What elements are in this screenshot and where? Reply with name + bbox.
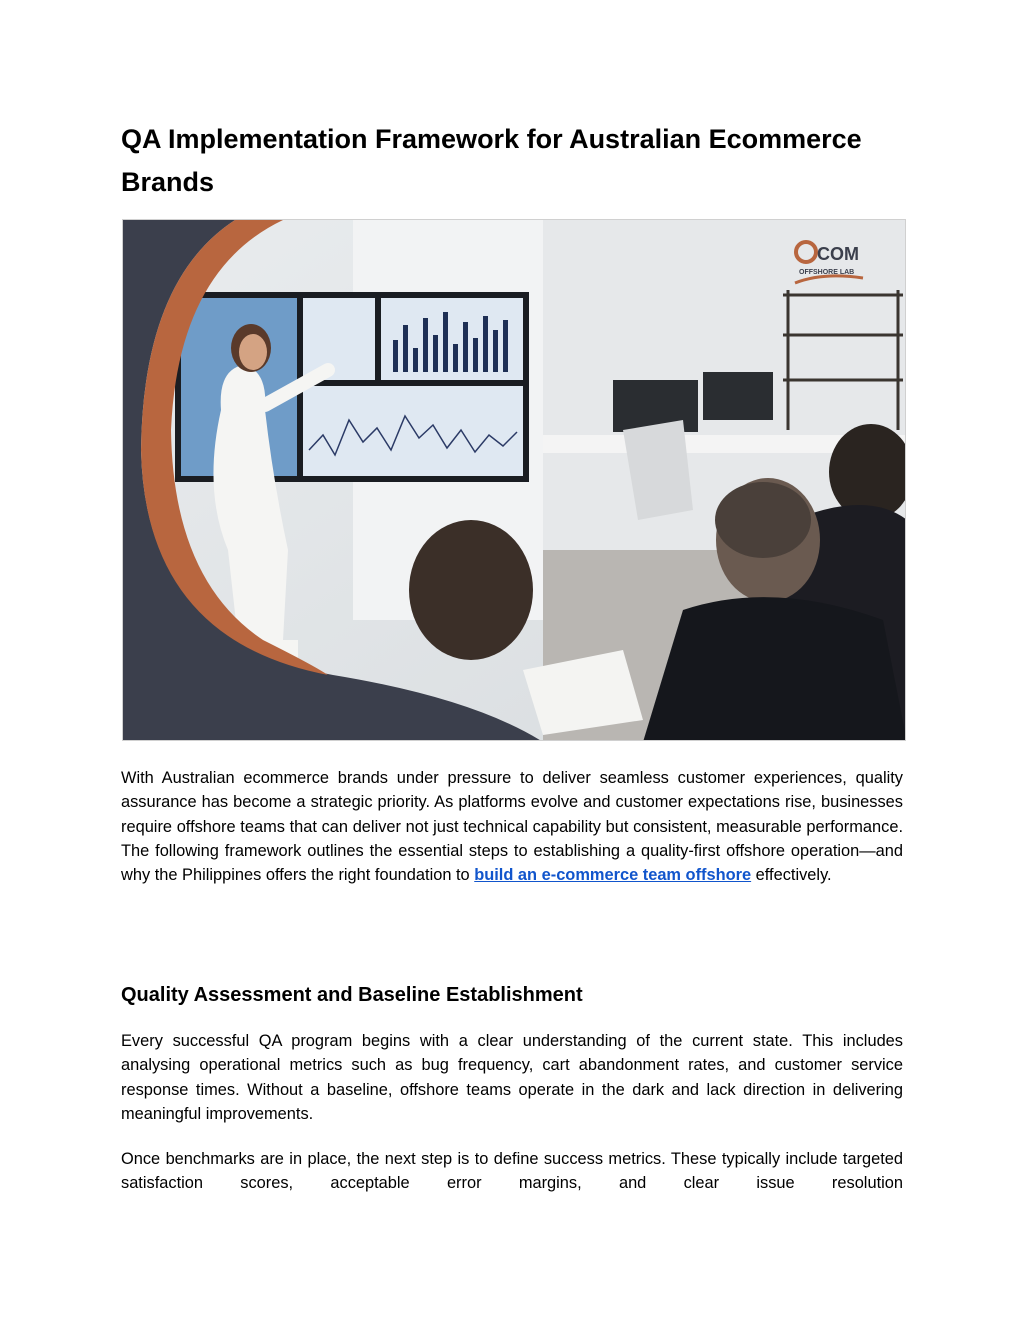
intro-text-end: effectively. bbox=[751, 866, 832, 885]
page-title: QA Implementation Framework for Australian Ecommerce Brands bbox=[121, 124, 862, 197]
desk-monitor bbox=[613, 380, 698, 432]
section-paragraph-2: Once benchmarks are in place, the next step is to define success metrics. These typically include targeted satisfaction scores, acceptable error margins, and clear issue resolution bbox=[121, 1150, 903, 1193]
build-team-offshore-link[interactable]: build an e-commerce team offshore bbox=[474, 866, 752, 885]
section-paragraph-1: Every successful QA program begins with a clear understanding of the current state. This includes analysing operational metrics such as bug frequency, cart abandonment rates, and customer service response times. Without a baseline, offshore teams operate in the dark and lack direction in delivering meaningful improvements. bbox=[121, 1032, 903, 1123]
section-heading: Quality Assessment and Baseline Establishment bbox=[121, 984, 583, 1006]
desk-monitor bbox=[703, 372, 773, 420]
logo-subtext: OFFSHORE LAB bbox=[799, 269, 855, 276]
logo-text: COM bbox=[817, 244, 859, 264]
intro-paragraph bbox=[121, 766, 903, 887]
intro-text: With Australian ecommerce brands under pressure to deliver seamless customer experiences, quality assurance has become a strategic priority. As platforms evolve and customer expectations rise, businesses require offshore teams that can deliver not just technical capability but consistent, measurable performance. The following framework outlines the essential steps to establishing a quality-first offshore operation—and why the Philippines offers the right foundation to bbox=[121, 769, 903, 885]
hero-image bbox=[122, 219, 906, 741]
